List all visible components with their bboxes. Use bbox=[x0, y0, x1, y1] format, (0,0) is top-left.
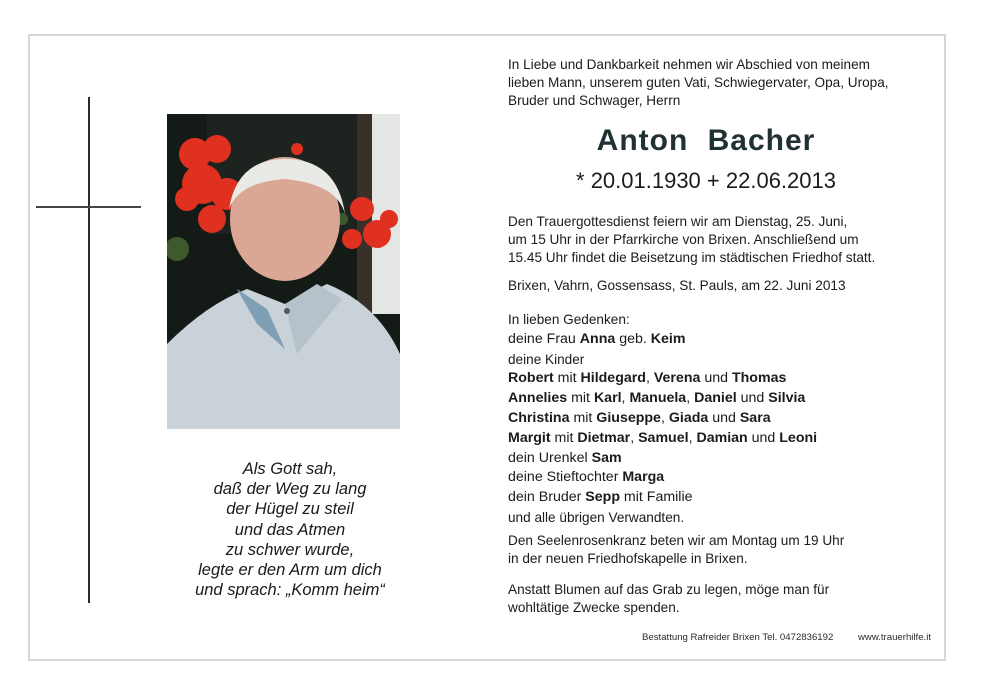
cross-vertical-line bbox=[88, 97, 90, 603]
family-member-name: Robert bbox=[508, 370, 554, 387]
intro-text bbox=[508, 56, 938, 110]
life-dates: * 20.01.1930 + 22.06.2013 bbox=[576, 168, 836, 193]
service-line: 15.45 Uhr findet die Beisetzung im städtischen Friedhof statt. bbox=[508, 250, 876, 265]
family-member-row bbox=[508, 468, 938, 488]
family-member-name: Christina bbox=[508, 409, 570, 426]
family-member-name: Annelies bbox=[508, 390, 568, 407]
family-member-name: Margit bbox=[508, 429, 551, 446]
family-relation-text: geb. bbox=[615, 330, 651, 347]
donation-note bbox=[508, 581, 938, 617]
family-member-row bbox=[508, 330, 938, 350]
family-member-name: Anna bbox=[579, 330, 616, 347]
family-member-row bbox=[508, 508, 938, 528]
family-relation-text: mit bbox=[569, 409, 597, 426]
poem-line: legte er den Arm um dich bbox=[198, 561, 382, 580]
family-relation-text: mit bbox=[550, 429, 578, 446]
family-member-name: Giada bbox=[668, 409, 709, 426]
cross-horizontal-line bbox=[36, 206, 141, 208]
poem-line: der Hügel zu steil bbox=[226, 500, 354, 519]
family-relation-text: mit Familie bbox=[619, 489, 693, 506]
family-heading: In lieben Gedenken: bbox=[508, 312, 630, 327]
poem-line: Als Gott sah, bbox=[242, 460, 338, 478]
portrait-illustration bbox=[167, 114, 400, 429]
family-relation-text: und bbox=[700, 370, 732, 387]
poem-line: daß der Weg zu lang bbox=[213, 480, 367, 499]
family-member-row bbox=[508, 409, 938, 429]
family-relation-text: deine Kinder bbox=[508, 351, 585, 367]
family-member-name: Karl bbox=[593, 390, 622, 407]
family-member-name: Giuseppe bbox=[596, 409, 661, 426]
family-member-row bbox=[508, 429, 938, 449]
intro-line: Bruder und Schwager, Herrn bbox=[508, 93, 681, 108]
undertaker-info: Bestattung Rafreider Brixen Tel. 0472836192 bbox=[642, 632, 834, 643]
rosary-line: in der neuen Friedhofskapelle in Brixen. bbox=[508, 551, 748, 566]
poem-line: und das Atmen bbox=[234, 520, 346, 539]
family-relation-text: dein Bruder bbox=[508, 489, 586, 506]
family-member-row bbox=[508, 350, 938, 370]
family-relation-text: und bbox=[747, 429, 780, 446]
family-relation-text: mit bbox=[567, 390, 594, 407]
family-member-name: Thomas bbox=[731, 370, 787, 387]
family-member-row bbox=[508, 389, 938, 409]
family-relation-text: deine Stieftochter bbox=[508, 469, 623, 486]
family-member-name: Sepp bbox=[585, 489, 620, 506]
family-member-row bbox=[508, 449, 938, 469]
website-link[interactable]: www.trauerhilfe.it bbox=[857, 632, 932, 643]
intro-line: In Liebe und Dankbarkeit nehmen wir Abschied von meinem bbox=[508, 57, 870, 72]
place-date: Brixen, Vahrn, Gossensass, St. Pauls, am 22. Juni 2013 bbox=[508, 278, 846, 293]
family-member-name: Keim bbox=[650, 330, 686, 347]
family-relation-text: , bbox=[645, 370, 654, 387]
family-relation-text: deine Frau bbox=[508, 330, 580, 347]
donation-line: Anstatt Blumen auf das Grab zu legen, möge man für bbox=[508, 582, 830, 597]
family-member-name: Manuela bbox=[629, 390, 687, 407]
family-member-name: Leoni bbox=[779, 429, 818, 446]
poem-line: und sprach: „Komm heim“ bbox=[195, 581, 385, 600]
portrait-photo bbox=[167, 114, 400, 429]
family-relation-text: und bbox=[708, 409, 740, 426]
family-relation-text: , bbox=[630, 429, 639, 446]
family-relation-text: dein Urenkel bbox=[508, 449, 592, 466]
family-member-name: Samuel bbox=[638, 429, 689, 446]
funeral-service-text bbox=[508, 213, 938, 267]
family-member-row bbox=[508, 488, 938, 508]
service-line: Den Trauergottesdienst feiern wir am Dienstag, 25. Juni, bbox=[508, 214, 848, 229]
family-member-name: Marga bbox=[622, 469, 665, 486]
family-member-name: Sara bbox=[739, 409, 771, 426]
family-member-name: Sam bbox=[591, 449, 622, 466]
family-member-name: Verena bbox=[653, 370, 701, 387]
family-relation-text: , bbox=[660, 409, 669, 426]
family-member-name: Daniel bbox=[694, 390, 737, 407]
deceased-name: Anton Bacher bbox=[596, 124, 816, 157]
intro-line: lieben Mann, unserem guten Vati, Schwiegervater, Opa, Uropa, bbox=[508, 75, 889, 90]
family-member-name: Hildegard bbox=[580, 370, 646, 387]
rosary-line: Den Seelenrosenkranz beten wir am Montag um 19 Uhr bbox=[508, 533, 845, 548]
family-member-name: Dietmar bbox=[577, 429, 631, 446]
family-relation-text: , bbox=[686, 390, 695, 407]
footer bbox=[642, 632, 931, 643]
service-line: um 15 Uhr in der Pfarrkirche von Brixen. Anschließend um bbox=[508, 232, 859, 247]
donation-line: wohltätige Zwecke spenden. bbox=[508, 600, 680, 615]
family-relation-text: und alle übrigen Verwandten. bbox=[508, 509, 685, 525]
poem bbox=[170, 459, 410, 600]
family-list bbox=[508, 310, 938, 528]
family-relation-text: , bbox=[621, 390, 630, 407]
poem-line: zu schwer wurde, bbox=[225, 540, 355, 559]
family-relation-text: , bbox=[688, 429, 697, 446]
family-relation-text: und bbox=[736, 390, 769, 407]
family-relation-text: mit bbox=[553, 370, 581, 387]
rosary-text bbox=[508, 532, 938, 568]
family-member-name: Silvia bbox=[768, 390, 806, 407]
family-member-name: Damian bbox=[696, 429, 748, 446]
family-member-row bbox=[508, 369, 938, 389]
